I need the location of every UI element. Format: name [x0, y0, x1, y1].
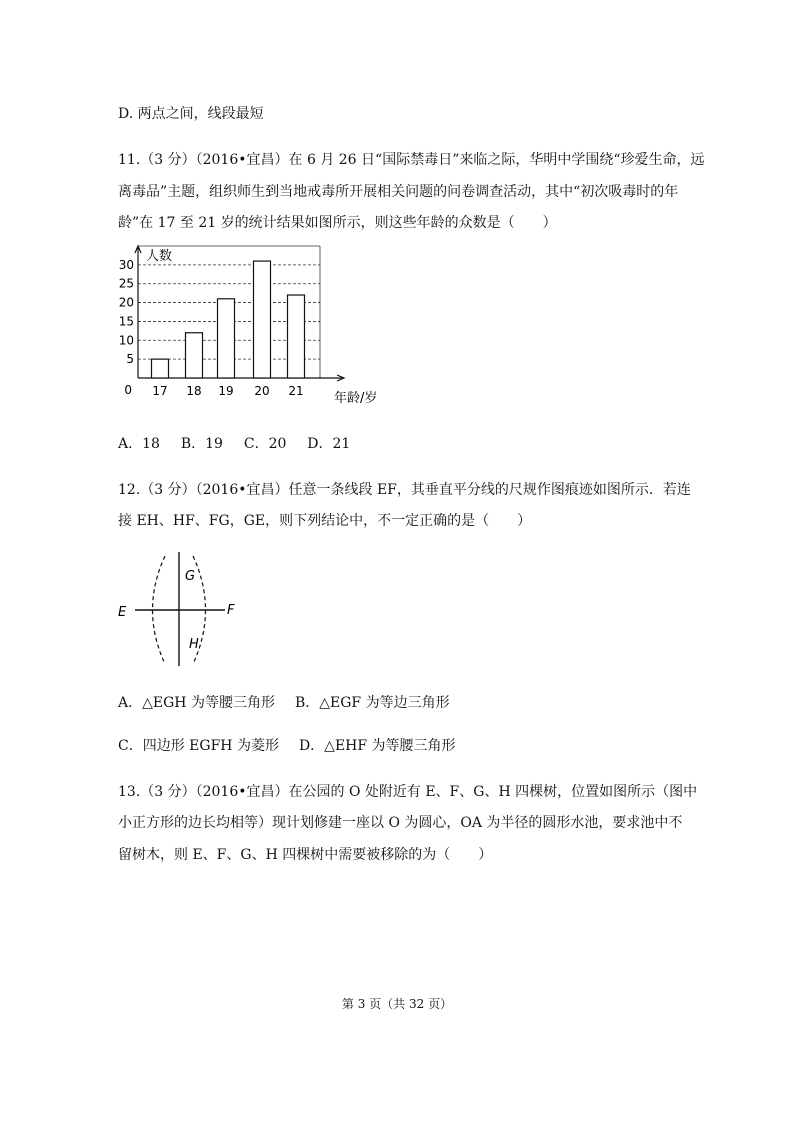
q10-option-d: D. 两点之间，线段最短 — [118, 106, 264, 122]
bar-17 — [152, 359, 169, 378]
q11-text-line1: 11.（3 分）（2016•宜昌）在 6 月 26 日“国际禁毒日”来临之际，华明中学围绕“珍爱生命，远 — [118, 152, 705, 168]
q11-text-line2: 离毒品”主题，组织师生到当地戒毒所开展相关问题的问卷调查活动，其中“初次吸毒时的年 — [118, 184, 679, 200]
label-f: F — [227, 603, 235, 618]
perpendicular-bisector-figure — [115, 550, 245, 670]
q12-option-b: B．△EGF 为等边三角形 — [294, 695, 450, 711]
q12-option-d: D．△EHF 为等腰三角形 — [298, 738, 456, 754]
q12-option-a: A．△EGH 为等腰三角形 — [118, 695, 275, 711]
x-tick-label: 17 — [152, 384, 168, 398]
x-tick-label: 18 — [186, 384, 202, 398]
label-h: H — [189, 637, 199, 652]
y-tick-label: 30 — [118, 257, 134, 272]
q11-options — [118, 434, 350, 454]
bar-21 — [288, 295, 305, 378]
q12-text-line2: 接 EH、HF、FG，GE，则下列结论中，不一定正确的是（ ） — [118, 513, 532, 529]
y-tick-label: 5 — [126, 352, 134, 367]
x-tick-label: 19 — [218, 384, 234, 398]
q11-option-a: A．18 — [118, 436, 160, 452]
q11-option-c: C．20 — [243, 436, 287, 452]
x-axis-label: 年龄/岁 — [334, 391, 378, 406]
x-tick-label: 21 — [288, 384, 304, 398]
y-tick-label: 10 — [118, 333, 134, 348]
label-e: E — [118, 605, 127, 620]
q11-option-d: D．21 — [307, 436, 351, 452]
bar-19 — [218, 299, 235, 378]
q12-text-line1: 12.（3 分）（2016•宜昌）任意一条线段 EF，其垂直平分线的尺规作图痕迹如图所示．若连 — [118, 482, 691, 498]
q12-option-c: C．四边形 EGFH 为菱形 — [118, 738, 279, 754]
bar-20 — [254, 261, 271, 378]
q12-options-cd — [118, 736, 456, 756]
y-tick-label: 15 — [118, 314, 134, 329]
bar-18 — [186, 333, 203, 378]
q13-text-line3: 留树木，则 E、F、G、H 四棵树中需要被移除的为（ ） — [118, 847, 493, 863]
q13-text-line1: 13.（3 分）（2016•宜昌）在公园的 O 处附近有 E、F、G、H 四棵树，位置如图所示（图中 — [118, 784, 698, 800]
q12-options-ab — [118, 693, 450, 713]
q11-option-b: B．19 — [180, 436, 223, 452]
y-axis-label: 人数 — [146, 249, 173, 264]
q11-text-line3: 龄”在 17 至 21 岁的统计结果如图所示，则这些年龄的众数是（ ） — [118, 215, 557, 231]
origin-label: 0 — [124, 383, 132, 397]
y-tick-label: 20 — [118, 295, 134, 310]
y-tick-label: 25 — [118, 276, 134, 291]
x-tick-label: 20 — [254, 384, 270, 398]
page-footer: 第 3 页（共 32 页） — [341, 997, 453, 1011]
q13-text-line2: 小正方形的边长均相等）现计划修建一座以 O 为圆心，OA 为半径的圆形水池，要求池中不 — [118, 815, 683, 831]
age-bar-chart — [118, 244, 388, 414]
label-g: G — [185, 569, 196, 584]
